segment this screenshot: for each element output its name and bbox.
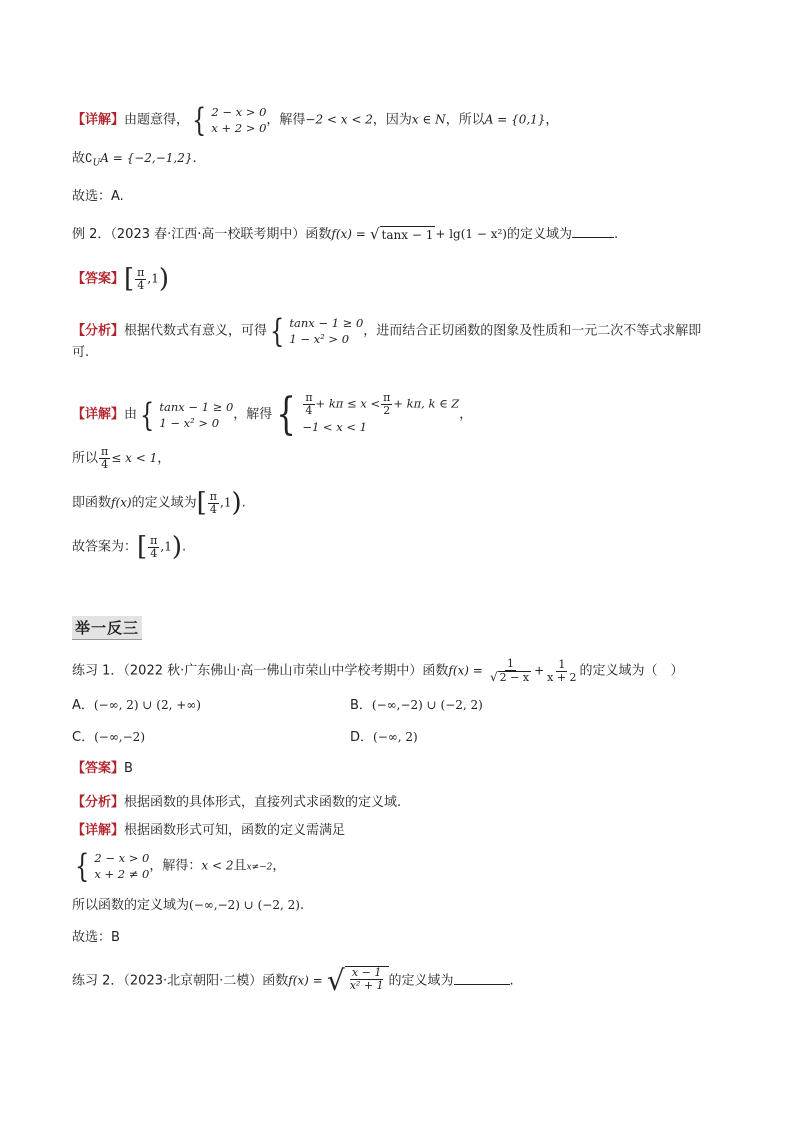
complement-line: 故$∁_UA = \{-2,-1,2\}$. — [72, 151, 197, 169]
exercise-2-stem: 练习 2．（2023·北京朝阳·二模）函数f(x) = √ $\frac{x - 1}{\text{x² + 1}}$ 的定义域为 . — [72, 964, 514, 997]
exercise-1-solution: { 2 − x > 0 x + 2 ≠ 0 ，解得：x < 2且x≠−2， — [75, 847, 286, 885]
detail-line-1: 【详解】由题意得， { 2 − x > 0 x + 2 > 0 ，解得−2 < x < 2，因为x ∈ N，所以A = {0,1}， — [72, 101, 559, 139]
so-line: 所以 $\frac{\pi}{4}$ ≤ x < 1， — [72, 445, 171, 471]
answer-blank — [572, 225, 614, 238]
exercise-1-answer: 【答案】B — [72, 761, 133, 776]
domain-line: 即函数f(x)的定义域为[ $\frac{\pi}{4}$ ,1). — [72, 488, 246, 518]
complement-symbol: ∁ — [85, 151, 93, 165]
exercise-1-choice: 故选：B — [72, 930, 120, 945]
option-c[interactable]: C．(−∞,−2) — [72, 730, 145, 745]
exercise-1-stem: 练习 1．（2022 秋·广东佛山·高一佛山市荣山中学校考期中）函数f(x) = 1 √ 2 − x + $\frac{1}{x + 2}$ 的定义域为（ ） — [72, 657, 684, 684]
solution-system: { $\frac{\pi}{4}$ + kπ ≤ x < $\frac{\pi}{2}$ + kπ, k ∈ Z −1 < x < 1 — [276, 388, 460, 440]
inequality-system: { 2 − x > 0 x + 2 > 0 — [192, 101, 267, 139]
example-2-stem: 例 2．（2023 春·江西·高一校联考期中）函数f(x) = √ tanx − 1 + lg(1 − x²)的定义域为 . — [72, 225, 619, 243]
analysis-line: 【分析】根据代数式有意义，可得 { tanx − 1 ≥ 0 1 − x² > 0 ，进而结合正切函数的图象及性质和一元二次不等式求解即 — [72, 312, 702, 350]
sqrt-expression: √ tanx − 1 — [369, 225, 434, 243]
detail-tag: 【详解】 — [72, 112, 125, 128]
option-b[interactable]: B．(−∞,−2) ∪ (−2, 2) — [350, 698, 483, 713]
choice-line: 故选：A. — [72, 189, 124, 204]
exercise-1-conclusion: 所以函数的定义域为(−∞,−2) ∪ (−2, 2). — [72, 898, 305, 913]
answer-blank-2 — [454, 972, 510, 985]
analysis-line-cont: 可. — [72, 345, 90, 360]
exercise-1-detail: 【详解】根据函数形式可知，函数的定义需满足 — [72, 823, 346, 838]
exercise-1-analysis: 【分析】根据函数的具体形式，直接列式求函数的定义域. — [72, 795, 402, 810]
option-a[interactable]: A．(−∞, 2) ∪ (2, +∞) — [72, 698, 201, 713]
option-d[interactable]: D．(−∞, 2) — [350, 730, 418, 745]
detail-line-2: 【详解】由 { tanx − 1 ≥ 0 1 − x² > 0 ，解得 { $\frac{\pi}{4}$ + kπ ≤ x < $\frac{\pi}{2}$ + kπ, k ∈ Z −1 < x < 1 ， — [72, 388, 473, 440]
section-heading: 举一反三 — [72, 616, 142, 640]
final-answer-line: 故答案为：[ $\frac{\pi}{4}$ ,1). — [72, 532, 187, 562]
answer-line: 【答案】[ $\frac{\pi}{4}$ ,1) — [72, 264, 170, 294]
